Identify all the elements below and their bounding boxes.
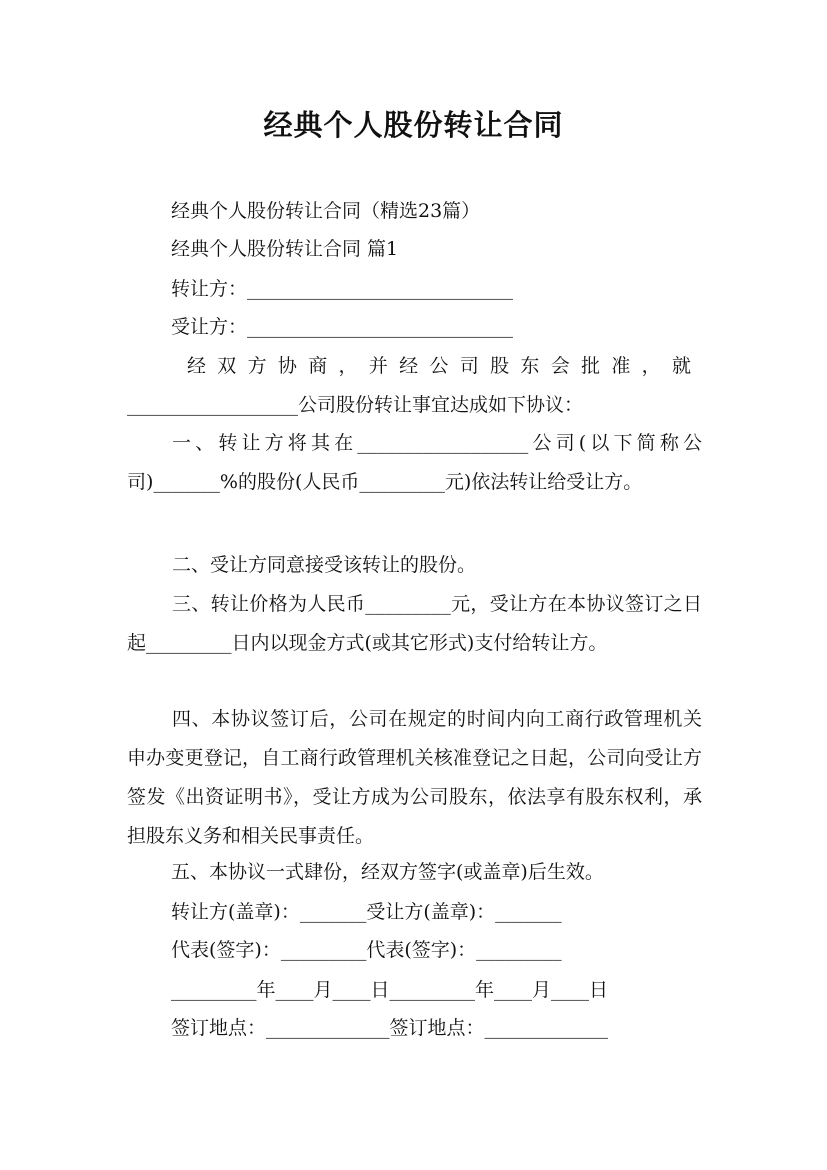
- clause-5: 五、本协议一式肆份，经双方签字(或盖章)后生效。: [171, 861, 604, 883]
- section-heading: 经典个人股份转让合同 篇1: [171, 238, 399, 260]
- clause-2: 二、受让方同意接受该转让的股份。: [172, 554, 477, 576]
- intro-line-2: __________________公司股份转让事宜达成如下协议：: [127, 394, 584, 416]
- signature-place-line: 签订地点：_____________签订地点：_____________: [171, 1017, 609, 1039]
- transferee-line: 受让方：____________________________: [171, 316, 514, 338]
- document-title: 经典个人股份转让合同: [263, 108, 564, 142]
- signature-date-line: _________年____月____日_________年____月____日: [171, 979, 609, 1001]
- intro-line-1: 经双方协商，并经公司股东会批准，就: [187, 355, 701, 377]
- signature-seal-line: 转让方(盖章)：_______受让方(盖章)：_______: [171, 901, 562, 923]
- subtitle: 经典个人股份转让合同（精选23篇）: [171, 200, 481, 222]
- transferor-line: 转让方：____________________________: [171, 278, 514, 300]
- intro-paragraph: [127, 347, 701, 425]
- clause-4: 四、本协议签订后，公司在规定的时间内向工商行政管理机关申办变更登记，自工商行政管理机关核准登记之日起，公司向受让方签发《出资证明书》，受让方成为公司股东，依法享有股东权利，承担股东义务和相关民事责任。: [127, 708, 702, 847]
- clause-3: 三、转让价格为人民币_________元，受让方在本协议签订之日起_________日内以现金方式(或其它形式)支付给转让方。: [127, 593, 702, 654]
- signature-representative-line: 代表(签字)：_________代表(签字)：_________: [171, 939, 562, 961]
- clause-1: 一、转让方将其在__________________公司(以下简称公司)_______%的股份(人民币_________元)依法转让给受让方。: [127, 432, 702, 493]
